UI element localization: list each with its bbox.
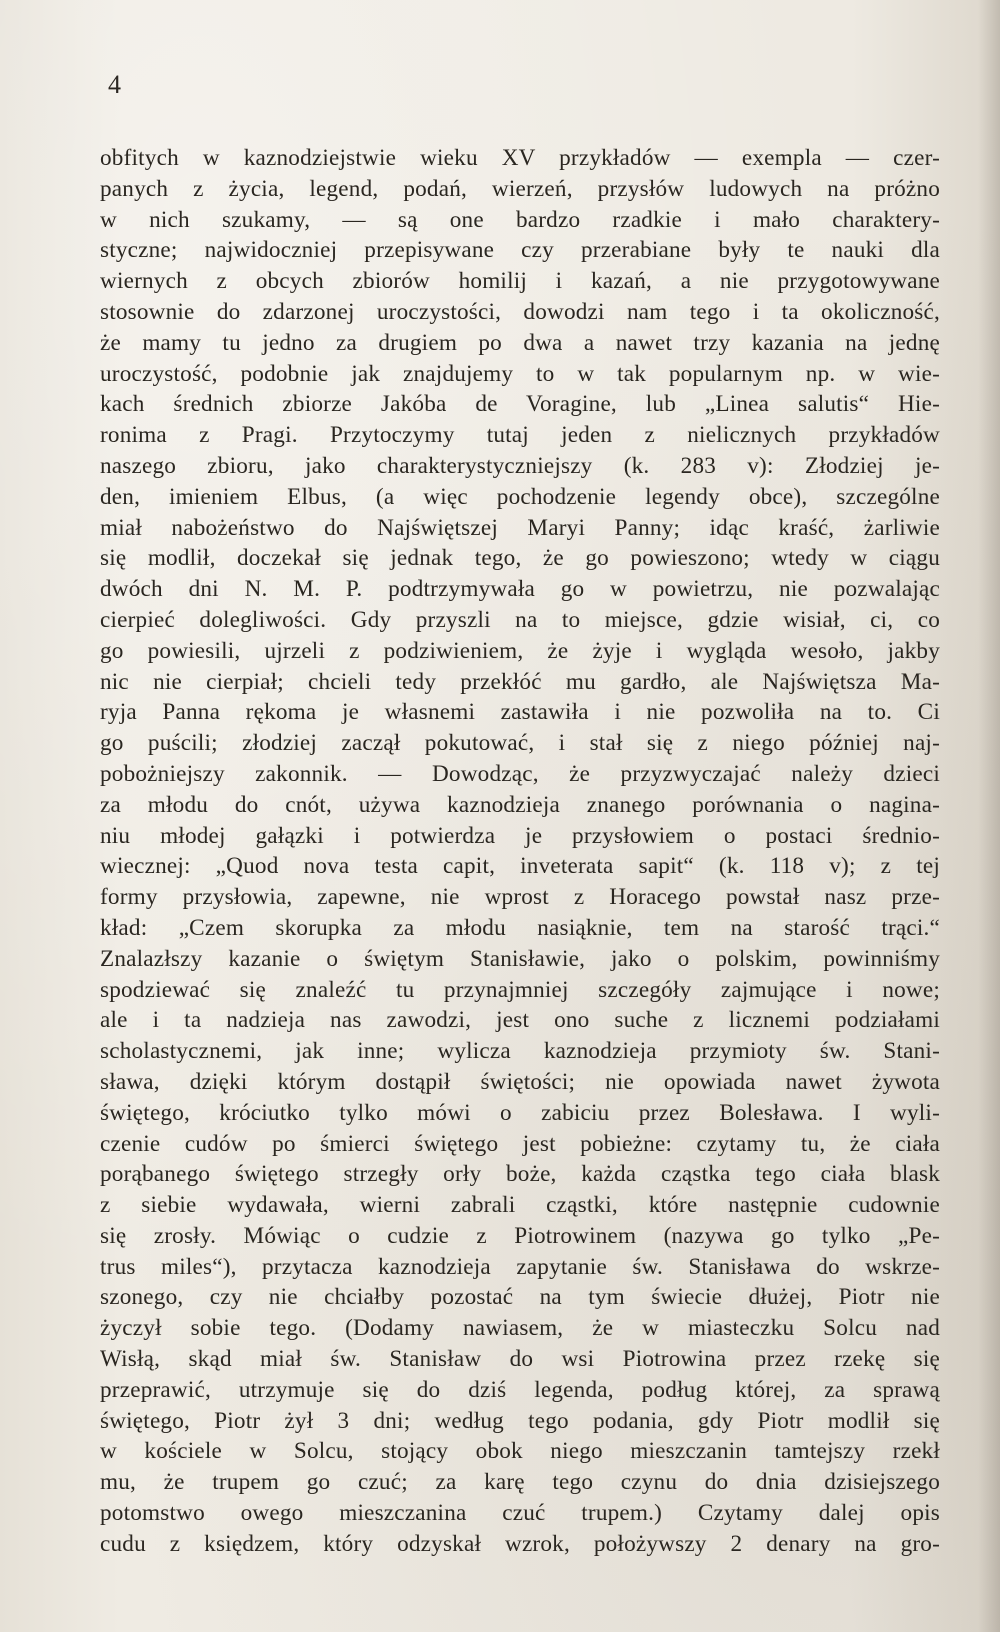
text-line: formy przysłowia, zapewne, nie wprost z Horacego powstał nasz prze- <box>100 884 940 911</box>
text-line: pobożniejszy zakonnik. — Dowodząc, że przyzwyczajać należy dzieci <box>100 760 940 787</box>
text-line: przeprawić, utrzymuje się do dziś legenda, podług której, za sprawą <box>100 1376 940 1403</box>
text-line: Wisłą, skąd miał św. Stanisław do wsi Piotrowina przez rzekę się <box>100 1346 940 1373</box>
text-line: go puścili; złodziej zaczął pokutować, i stał się z niego później naj- <box>100 730 940 757</box>
text-line: ronima z Pragi. Przytoczymy tutaj jeden z nielicznych przykładów <box>100 422 940 449</box>
text-line: ryja Panna rękoma je własnemi zastawiła i nie pozwoliła na to. Ci <box>100 699 940 726</box>
text-line: cudu z księdzem, który odzyskał wzrok, położywszy 2 denary na gro- <box>100 1530 940 1557</box>
text-line: się zrosły. Mówiąc o cudzie z Piotrowinem (nazywa go tylko „Pe- <box>100 1222 940 1249</box>
text-line: stosownie do zdarzonej uroczystości, dowodzi nam tego i ta okoliczność, <box>100 298 940 325</box>
text-line: wiernych z obcych zbiorów homilij i kazań, a nie przygotowywane <box>100 268 940 295</box>
text-line: świętego, króciutko tylko mówi o zabiciu przez Bolesława. I wyli- <box>100 1099 940 1126</box>
text-line: naszego zbioru, jako charakterystyczniejszy (k. 283 v): Złodziej je- <box>100 452 940 479</box>
text-line: obfitych w kaznodziejstwie wieku XV przykładów — exempla — czer- <box>100 145 940 171</box>
text-line: czenie cudów po śmierci świętego jest pobieżne: czytamy tu, że ciała <box>100 1130 940 1157</box>
text-line: w nich szukamy, — są one bardzo rzadkie i mało charaktery- <box>100 206 940 233</box>
text-line: niu młodej gałązki i potwierdza je przysłowiem o postaci średnio- <box>100 822 940 849</box>
text-line: porąbanego świętego strzegły orły boże, każda cząstka tego ciała blask <box>100 1161 940 1188</box>
text-line: ale i ta nadzieja nas zawodzi, jest ono suche z licznemi podziałami <box>100 1007 940 1034</box>
text-line: den, imieniem Elbus, (a więc pochodzenie legendy obce), szczególne <box>100 483 940 510</box>
text-line: wiecznej: „Quod nova testa capit, inveterata sapit“ (k. 118 v); z tej <box>100 853 940 880</box>
text-line: życzył sobie tego. (Dodamy nawiasem, że w miasteczku Solcu nad <box>100 1315 940 1342</box>
text-line: miał nabożeństwo do Najświętszej Maryi Panny; idąc kraść, żarliwie <box>100 514 940 541</box>
text-line: panych z życia, legend, podań, wierzeń, przysłów ludowych na próżno <box>100 175 940 202</box>
text-line: Znalazłszy kazanie o świętym Stanisławie, jako o polskim, powinniśmy <box>100 945 940 972</box>
text-line: potomstwo owego mieszczanina czuć trupem.) Czytamy dalej opis <box>100 1500 940 1527</box>
text-line: mu, że trupem go czuć; za karę tego czynu do dnia dzisiejszego <box>100 1469 940 1496</box>
text-line: kład: „Czem skorupka za młodu nasiąknie, tem na starość trąci.“ <box>100 914 940 941</box>
page-number: 4 <box>108 70 121 99</box>
text-line: kach średnich zbiorze Jakóba de Voragine, lub „Linea salutis“ Hie- <box>100 391 940 418</box>
text-line: uroczystość, podobnie jak znajdujemy to w tak popularnym np. w wie- <box>100 360 940 387</box>
text-line: go powiesili, ujrzeli z podziwieniem, że żyje i wygląda wesoło, jakby <box>100 637 940 664</box>
text-line: trus miles“), przytacza kaznodzieja zapytanie św. Stanisława do wskrze- <box>100 1253 940 1280</box>
text-line: sława, dzięki którym dostąpił świętości; nie opowiada nawet żywota <box>100 1068 940 1095</box>
text-line: spodziewać się znaleźć tu przynajmniej szczegóły zajmujące i nowe; <box>100 976 940 1003</box>
text-line: scholastycznemi, jak inne; wylicza kaznodzieja przymioty św. Stani- <box>100 1038 940 1065</box>
text-line: szonego, czy nie chciałby pozostać na tym świecie dłużej, Piotr nie <box>100 1284 940 1311</box>
text-line: cierpieć dolegliwości. Gdy przyszli na to miejsce, gdzie wisiał, ci, co <box>100 606 940 633</box>
body-text <box>100 143 940 1560</box>
text-line: dwóch dni N. M. P. podtrzymywała go w powietrzu, nie pozwalając <box>100 576 940 603</box>
text-line: że mamy tu jedno za drugiem po dwa a nawet trzy kazania na jednę <box>100 329 940 356</box>
text-line: w kościele w Solcu, stojący obok niego mieszczanin tamtejszy rzekł <box>100 1438 940 1465</box>
text-line: się modlił, doczekał się jednak tego, że go powieszono; wtedy w ciągu <box>100 545 940 572</box>
page-edge-shadow <box>978 0 1000 1632</box>
text-line: za młodu do cnót, używa kaznodzieja znanego porównania o nagina- <box>100 791 940 818</box>
text-line: świętego, Piotr żył 3 dni; według tego podania, gdy Piotr modlił się <box>100 1407 940 1434</box>
text-line: styczne; najwidoczniej przepisywane czy przerabiane były te nauki dla <box>100 237 940 264</box>
text-line: z siebie wydawała, wierni zabrali cząstki, które następnie cudownie <box>100 1192 940 1219</box>
text-line: nic nie cierpiał; chcieli tedy przekłóć mu gardło, ale Najświętsza Ma- <box>100 668 940 695</box>
